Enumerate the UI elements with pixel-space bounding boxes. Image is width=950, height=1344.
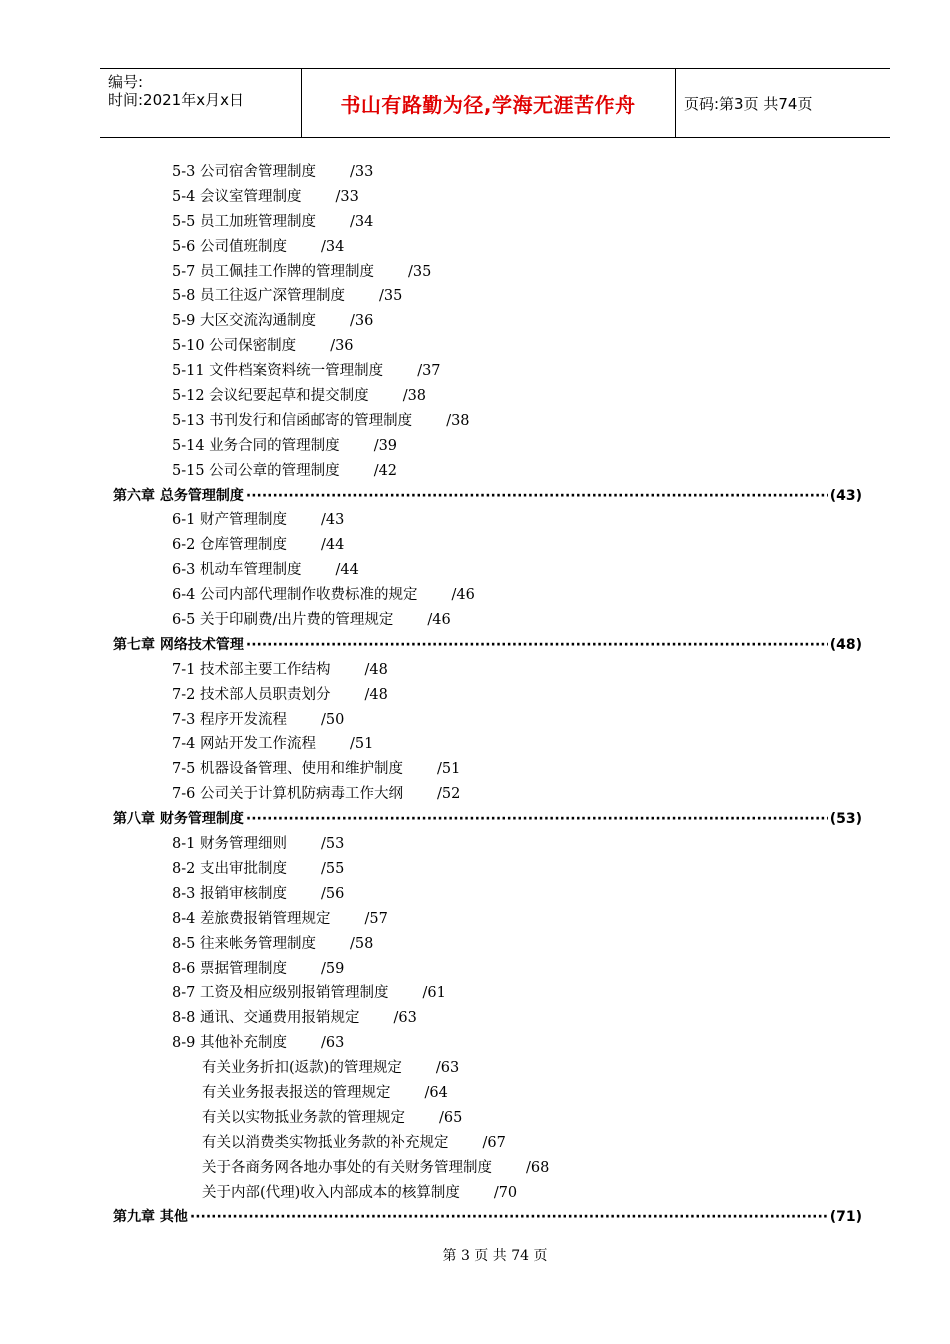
chapter-page: (48) xyxy=(829,636,862,653)
entry-page: /65 xyxy=(439,1109,463,1126)
entry-title: 5-5 员工加班管理制度 xyxy=(172,213,316,230)
toc-entry-row[interactable] xyxy=(0,932,950,957)
entry-title: 有关业务折扣(返款)的管理规定 xyxy=(202,1060,402,1077)
entry-title: 7-3 程序开发流程 xyxy=(172,711,287,728)
entry-title: 8-3 报销审核制度 xyxy=(172,885,287,902)
entry-page: /67 xyxy=(482,1134,506,1151)
chapter-title: 第七章 网络技术管理 xyxy=(113,636,244,653)
entry-page: /38 xyxy=(446,412,470,429)
table-of-contents xyxy=(0,160,950,1230)
toc-entry-row[interactable] xyxy=(0,782,950,807)
entry-page: /33 xyxy=(335,188,359,205)
entry-page: /58 xyxy=(349,935,374,952)
entry-title: 8-2 支出审批制度 xyxy=(172,860,287,877)
entry-title: 6-4 公司内部代理制作收费标准的规定 xyxy=(172,587,418,604)
toc-entry-row[interactable] xyxy=(0,185,950,210)
page-footer: 第 3 页 共 74 页 xyxy=(442,1248,548,1264)
entry-page: /63 xyxy=(435,1060,460,1077)
entry-title: 6-2 仓库管理制度 xyxy=(172,537,287,554)
entry-title: 7-6 公司关于计算机防病毒工作大纲 xyxy=(172,786,403,803)
dot-leader xyxy=(246,807,828,832)
toc-entry-row[interactable] xyxy=(0,683,950,708)
toc-entry-row[interactable] xyxy=(0,235,950,260)
entry-title: 5-9 大区交流沟通制度 xyxy=(172,313,316,330)
toc-entry-row[interactable] xyxy=(0,210,950,235)
entry-page: /37 xyxy=(417,363,441,380)
header-page-cell xyxy=(676,69,890,137)
toc-entry-row[interactable] xyxy=(0,1106,950,1131)
entry-title: 5-15 公司公章的管理制度 xyxy=(172,462,340,479)
entry-title: 6-3 机动车管理制度 xyxy=(172,562,302,579)
time-label: 时间:2021年x月x日 xyxy=(108,91,244,109)
entry-title: 5-11 文件档案资料统一管理制度 xyxy=(172,363,384,380)
toc-entry-row[interactable] xyxy=(0,957,950,982)
entry-title: 5-3 公司宿舍管理制度 xyxy=(172,164,316,180)
entry-page: /38 xyxy=(402,388,427,405)
entry-title: 5-4 会议室管理制度 xyxy=(172,188,302,205)
entry-page: /63 xyxy=(320,1035,345,1052)
toc-entry-row[interactable] xyxy=(0,981,950,1006)
entry-title: 8-7 工资及相应级别报销管理制度 xyxy=(172,985,389,1002)
entry-title: 5-14 业务合同的管理制度 xyxy=(172,437,340,454)
dot-leader xyxy=(246,484,828,509)
entry-page: /34 xyxy=(349,213,374,230)
entry-page: /35 xyxy=(378,288,403,305)
toc-entry-row[interactable] xyxy=(0,359,950,384)
entry-page: /33 xyxy=(349,164,374,180)
entry-title: 5-12 会议纪要起草和提交制度 xyxy=(172,388,369,405)
toc-entry-row[interactable] xyxy=(0,284,950,309)
toc-chapter-row[interactable] xyxy=(0,1205,950,1230)
toc-entry-row[interactable] xyxy=(0,857,950,882)
dot-leader xyxy=(190,1205,828,1230)
toc-entry-row[interactable] xyxy=(0,409,950,434)
entry-title: 8-8 通讯、交通费用报销规定 xyxy=(172,1010,360,1027)
toc-entry-row[interactable] xyxy=(0,732,950,757)
entry-page: /68 xyxy=(526,1159,550,1176)
entry-page: /61 xyxy=(422,985,446,1002)
toc-entry-row[interactable] xyxy=(0,1056,950,1081)
chapter-title: 第六章 总务管理制度 xyxy=(113,487,244,504)
toc-chapter-row[interactable] xyxy=(0,633,950,658)
chapter-title: 第八章 财务管理制度 xyxy=(113,811,244,828)
entry-title: 7-5 机器设备管理、使用和维护制度 xyxy=(172,761,403,778)
document-header xyxy=(100,68,890,138)
dot-leader xyxy=(246,633,828,658)
toc-entry-row[interactable] xyxy=(0,1031,950,1056)
entry-page: /36 xyxy=(330,338,354,355)
toc-entry-row[interactable] xyxy=(0,508,950,533)
entry-title: 8-1 财务管理细则 xyxy=(172,836,287,853)
entry-title: 8-5 往来帐务管理制度 xyxy=(172,935,316,952)
entry-page: /43 xyxy=(320,512,345,529)
entry-page: /36 xyxy=(349,313,374,330)
header-meta-cell xyxy=(100,69,302,137)
number-label: 编号: xyxy=(108,73,144,91)
entry-title: 有关以实物抵业务款的管理规定 xyxy=(202,1109,405,1126)
entry-page: /59 xyxy=(320,960,345,977)
toc-entry-row[interactable] xyxy=(0,708,950,733)
entry-page: /64 xyxy=(424,1084,448,1101)
entry-page: /55 xyxy=(320,860,345,877)
entry-title: 6-1 财产管理制度 xyxy=(172,512,287,529)
toc-entry-row[interactable] xyxy=(0,1006,950,1031)
entry-page: /39 xyxy=(373,437,398,454)
entry-page: /46 xyxy=(427,612,451,629)
toc-entry-row[interactable] xyxy=(0,658,950,683)
entry-title: 5-6 公司值班制度 xyxy=(172,238,287,255)
toc-entry-row[interactable] xyxy=(0,832,950,857)
entry-title: 5-8 员工往返广深管理制度 xyxy=(172,288,345,305)
entry-page: /51 xyxy=(349,736,374,753)
entry-page: /51 xyxy=(436,761,461,778)
toc-entry-row[interactable] xyxy=(0,1131,950,1156)
toc-chapter-row[interactable] xyxy=(0,807,950,832)
toc-entry-row[interactable] xyxy=(0,757,950,782)
toc-entry-row[interactable] xyxy=(0,434,950,459)
entry-page: /35 xyxy=(407,263,432,280)
entry-page: /56 xyxy=(320,885,345,902)
toc-entry-row[interactable] xyxy=(0,334,950,359)
entry-page: /46 xyxy=(451,587,475,604)
entry-title: 8-9 其他补充制度 xyxy=(172,1035,287,1052)
entry-title: 7-2 技术部人员职责划分 xyxy=(172,686,331,703)
chapter-page: (53) xyxy=(829,811,862,828)
entry-page: /48 xyxy=(364,661,388,678)
entry-title: 8-6 票据管理制度 xyxy=(172,960,287,977)
entry-title: 有关以消费类实物抵业务款的补充规定 xyxy=(202,1134,449,1151)
toc-entry-row[interactable] xyxy=(0,309,950,334)
entry-page: /57 xyxy=(364,910,388,927)
toc-entry-row[interactable] xyxy=(0,882,950,907)
header-slogan-cell xyxy=(301,69,676,137)
toc-entry-row[interactable] xyxy=(0,160,950,185)
chapter-page: (43) xyxy=(829,487,862,504)
entry-page: /44 xyxy=(320,537,345,554)
toc-entry-row[interactable] xyxy=(0,533,950,558)
toc-entry-row[interactable] xyxy=(0,907,950,932)
entry-title: 有关业务报表报送的管理规定 xyxy=(202,1084,391,1101)
entry-title: 关于内部(代理)收入内部成本的核算制度 xyxy=(202,1184,460,1201)
toc-entry-row[interactable] xyxy=(0,384,950,409)
entry-page: /44 xyxy=(335,562,359,579)
toc-entry-row[interactable] xyxy=(0,260,950,285)
toc-entry-row[interactable] xyxy=(0,608,950,633)
entry-page: /70 xyxy=(493,1184,518,1201)
toc-entry-row[interactable] xyxy=(0,459,950,484)
entry-title: 8-4 差旅费报销管理规定 xyxy=(172,910,331,927)
entry-title: 6-5 关于印刷费/出片费的管理规定 xyxy=(172,612,394,629)
chapter-page: (71) xyxy=(829,1209,862,1226)
toc-entry-row[interactable] xyxy=(0,558,950,583)
entry-title: 5-7 员工佩挂工作牌的管理制度 xyxy=(172,263,374,280)
entry-title: 关于各商务网各地办事处的有关财务管理制度 xyxy=(202,1159,492,1176)
toc-entry-row[interactable] xyxy=(0,1181,950,1206)
entry-page: /42 xyxy=(373,462,398,479)
entry-page: /53 xyxy=(320,836,345,853)
entry-title: 5-10 公司保密制度 xyxy=(172,338,297,355)
chapter-title: 第九章 其他 xyxy=(113,1209,188,1226)
slogan-text: 书山有路勤为径,学海无涯苦作舟 xyxy=(340,92,636,117)
entry-page: /52 xyxy=(436,786,461,803)
entry-title: 7-4 网站开发工作流程 xyxy=(172,736,316,753)
entry-page: /48 xyxy=(364,686,388,703)
entry-page: /50 xyxy=(320,711,345,728)
page-info: 页码:第3页 共74页 xyxy=(684,94,813,113)
entry-page: /34 xyxy=(320,238,345,255)
entry-title: 7-1 技术部主要工作结构 xyxy=(172,661,331,678)
toc-entry-row[interactable] xyxy=(0,583,950,608)
toc-entry-row[interactable] xyxy=(0,1156,950,1181)
entry-title: 5-13 书刊发行和信函邮寄的管理制度 xyxy=(172,412,413,429)
entry-page: /63 xyxy=(393,1010,417,1027)
toc-chapter-row[interactable] xyxy=(0,484,950,509)
toc-entry-row[interactable] xyxy=(0,1081,950,1106)
